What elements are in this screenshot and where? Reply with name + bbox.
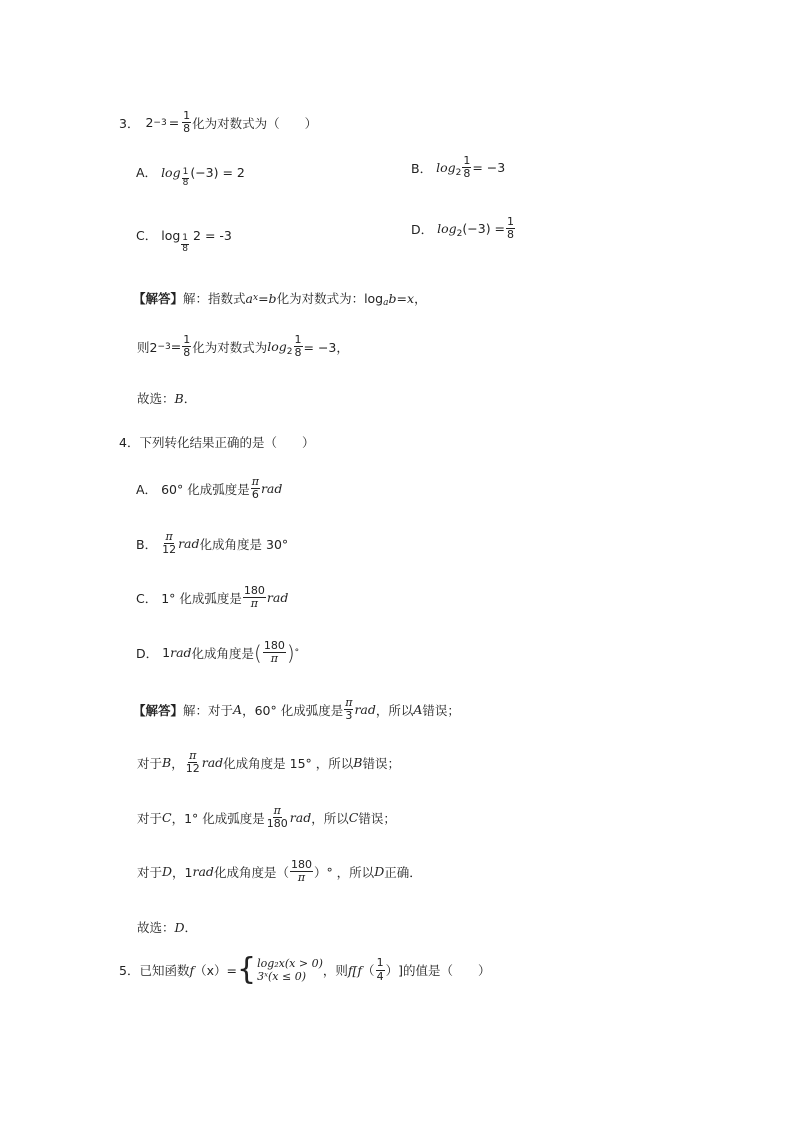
q4-solution-line-2: 对于 B ， $\frac{\pi}{12}$ rad 化成角度是 15° ，所以 B 错误；	[137, 749, 400, 776]
q3-fraction: $\frac{1}{8}$	[183, 109, 191, 136]
q3-base: 2	[145, 115, 154, 131]
q4-option-b[interactable]: B． $\frac{\pi}{12}$ rad 化成角度是 30°	[136, 530, 289, 557]
q4-option-d[interactable]: D． 1 rad 化成角度是 ( $\frac{180}{\pi}$ ) °	[136, 639, 300, 666]
q3-option-d[interactable]: D． log 2 (−3) = $\frac{1}{8}$	[411, 215, 515, 242]
q3-stem: 3． 2 −3 = $\frac{1}{8}$ 化为对数式为（ ）	[119, 109, 318, 136]
q4-stem: 4． 下列转化结果正确的是（ ）	[119, 435, 315, 450]
q4-solution-line-1: 【解答】 解：对于 A ，60° 化成弧度是 $\frac{\pi}{3}$ rad ，所以 A 错误；	[133, 696, 460, 723]
q4-solution-line-4: 对于 D ，1 rad 化成角度是（ $\frac{180}{\pi}$ ）° ，所以 D 正确．	[137, 858, 422, 885]
q5-stem: 5． 已知函数 f （x） = { log₂x(x > 0) 3ˣ(x ≤ 0) ，则 f[f （ $\frac{1}{4}$ ） ]的值是（ ）	[119, 952, 491, 987]
q3-option-b[interactable]: B． log 2 $\frac{1}{8}$ = −3	[411, 154, 506, 181]
q3-answer: 故选： B ．	[137, 390, 197, 406]
q3-solution-line-2: 则2 −3 = $\frac{1}{8}$ 化为对数式为 log 2 $\frac{1}{8}$ = −3，	[137, 333, 349, 360]
q3-option-c[interactable]: C． log $\frac{1}{8}$ 2 = -3	[136, 227, 232, 254]
q5-piecewise: log₂x(x > 0) 3ˣ(x ≤ 0)	[257, 956, 323, 983]
q3-solution-line-1: 【解答】 解：指数式 a x = b 化为对数式为：log a b = x ，	[133, 290, 427, 308]
q3-option-a[interactable]: A． log $\frac{1}{8}$ (−3) = 2	[136, 164, 245, 188]
q4-option-a[interactable]: A． 60° 化成弧度是 $\frac{\pi}{6}$ rad	[136, 475, 283, 502]
q4-solution-line-3: 对于 C ，1° 化成弧度是 $\frac{\pi}{180}$ rad ，所以 C 错误；	[137, 804, 396, 831]
q4-option-c[interactable]: C． 1° 化成弧度是 $\frac{180}{\pi}$ rad	[136, 584, 289, 611]
q4-answer: 故选： D ．	[137, 919, 198, 935]
